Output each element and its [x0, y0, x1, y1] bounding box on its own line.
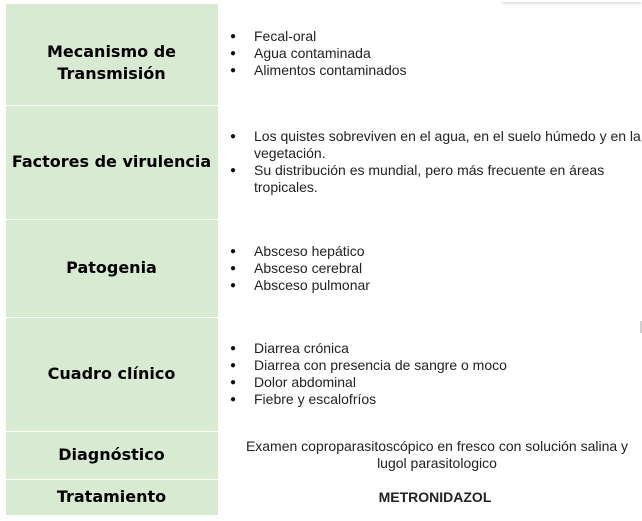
tratamiento-text: METRONIDAZOL [378, 488, 492, 505]
row-content-cuadro-clinico [218, 317, 642, 431]
row-label-tratamiento: Tratamiento [6, 479, 218, 515]
list-item: ● Fiebre y escalofríos [254, 391, 642, 408]
list-item: ● Diarrea con presencia de sangre o moco [254, 357, 642, 374]
info-table [6, 4, 642, 516]
table-row-patogenia [6, 219, 642, 317]
list-item: ● Alimentos contaminados [254, 62, 642, 79]
table-row-diagnostico [6, 431, 642, 479]
list-item: ● Diarrea crónica [254, 340, 642, 357]
virulencia-list [228, 128, 642, 196]
page-edge-shadow [502, 0, 642, 2]
transmision-list [228, 28, 642, 79]
list-item: ● Su distribución es mundial, pero más frecuente en áreas tropicales. [254, 162, 642, 196]
list-item: ● Absceso cerebral [254, 260, 642, 277]
row-label-patogenia: Patogenia [6, 219, 218, 317]
row-content-tratamiento [218, 479, 642, 515]
table-row-cuadro-clinico [6, 317, 642, 431]
table-row-transmision [6, 4, 642, 105]
patogenia-list [228, 243, 642, 294]
row-label-diagnostico: Diagnóstico [6, 431, 218, 479]
row-label-cuadro-clinico: Cuadro clínico [6, 317, 218, 431]
list-item: ● Absceso hepático [254, 243, 642, 260]
cuadro-clinico-list [228, 340, 642, 408]
row-label-transmision: Mecanismo de Transmisión [6, 4, 218, 105]
list-item: ● Fecal-oral [254, 28, 642, 45]
diagnostico-text: Examen coproparasitoscópico en fresco con solución salina y lugol parasitologico [245, 438, 629, 471]
list-item: ● Dolor abdominal [254, 374, 642, 391]
row-content-transmision [218, 4, 642, 105]
row-content-patogenia [218, 219, 642, 317]
table-row-virulencia [6, 105, 642, 219]
row-content-virulencia [218, 105, 642, 219]
list-item: ● Los quistes sobreviven en el agua, en el suelo húmedo y en la vegetación. [254, 128, 642, 162]
list-item: ● Agua contaminada [254, 45, 642, 62]
table-row-tratamiento [6, 479, 642, 515]
row-label-virulencia: Factores de virulencia [6, 105, 218, 219]
list-item: ● Absceso pulmonar [254, 277, 642, 294]
row-content-diagnostico [218, 431, 642, 479]
